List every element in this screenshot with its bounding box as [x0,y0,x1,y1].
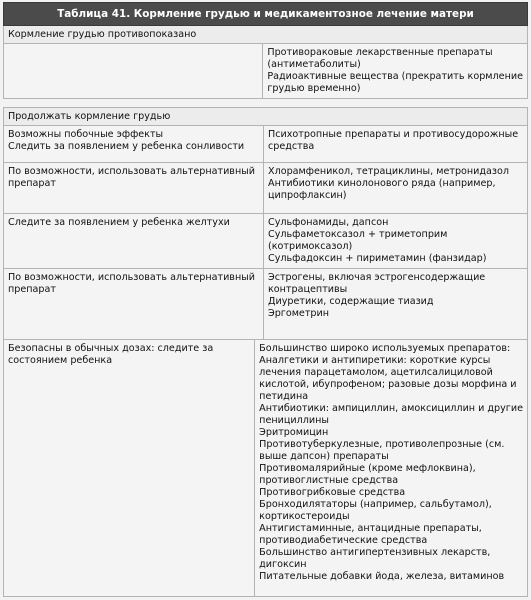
condition-cell [4,269,264,339]
medication-text: Противотуберкулезные, противолепрозные (см. [259,439,505,450]
table-row [3,340,528,597]
medication-text: кортикостероиды [259,511,350,522]
condition-text: По возможности, использовать альтернативный [8,272,256,283]
medication-text: дигоксин [259,559,307,570]
medication-text: Противораковые лекарственные препараты [267,47,493,58]
medication-text: (котримоксазол) [268,241,353,252]
medication-text: лечения парацетамолом, ацетилсалициловой [259,367,493,378]
medication-text: Большинство широко используемых препаратов: [259,343,511,354]
condition-cell [4,44,263,98]
condition-text: Следите за появлением у ребенка желтухи [8,217,230,228]
medication-text: Сульфонамиды, дапсон [268,217,389,228]
medication-cell [255,340,527,596]
medication-cell [264,126,527,162]
condition-cell [4,340,255,596]
medication-text: кислотой, ибупрофеном; разовые дозы морфина и [259,379,517,390]
condition-cell [4,163,264,213]
condition-cell [4,214,264,268]
condition-text: Безопасны в обычных дозах: следите за [8,343,214,354]
condition-text: препарат [8,178,56,189]
table-title: Таблица 41. Кормление грудью и медикаментозное лечение матери [3,2,528,26]
medication-cell [264,214,527,268]
medication-text: Большинство антигипертензивных лекарств, [259,547,491,558]
medication-text: Сульфадоксин + пириметамин (фанзидар) [268,253,487,264]
section-heading: Продолжать кормление грудью [3,107,528,126]
condition-cell [4,126,264,162]
condition-text: состоянием ребенка [8,355,113,366]
medication-text: Противогрибковые средства [259,487,406,498]
medication-text: Радиоактивные вещества (прекратить кормление [267,71,523,82]
table-row [3,126,528,163]
medication-text: Эритромицин [259,427,329,438]
medication-text: Психотропные препараты и противосудорожные [268,129,519,140]
table-body [3,26,528,597]
medication-text: Антибиотики кинолонового ряда (например, [268,178,496,189]
medication-cell [263,44,527,98]
medication-text: (антиметаболиты) [267,59,361,70]
condition-text: Следить за появлением у ребенка сонливости [8,141,245,152]
medication-text: Сульфаметоксазол + триметоприм [268,229,448,240]
medication-text: Аналгетики и антипиретики: короткие курсы [259,355,491,366]
table-row [3,269,528,340]
section-heading: Кормление грудью противопоказано [3,26,528,44]
medication-text: Хлорамфеникол, тетрациклины, метронидазол [268,166,510,177]
medication-text: контрацептивы [268,284,348,295]
medication-text: Эргометрин [268,308,330,319]
table-row [3,44,528,99]
medication-cell [264,269,527,339]
medication-text: выше дапсон) препараты [259,451,389,462]
condition-text: По возможности, использовать альтернативный [8,166,256,177]
medication-text: ципрофлаксин) [268,190,347,201]
medication-text: противодиабетические средства [259,535,428,546]
condition-text: препарат [8,284,56,295]
medication-cell [264,163,527,213]
medication-text: Бронходилятаторы (например, сальбутамол), [259,499,492,510]
table-row [3,214,528,269]
medication-text: петидина [259,391,309,402]
medication-text: Питательные добавки йода, железа, витаминов [259,571,505,582]
medication-text: грудью временно) [267,83,361,94]
condition-text: Возможны побочные эффекты [8,129,164,140]
medication-text: Диуретики, содержащие тиазид [268,296,434,307]
medication-text: Антибиотики: ампициллин, амоксициллин и другие [259,403,523,414]
medication-text: пенициллины [259,415,329,426]
medication-text: Антигистаминные, антацидные препараты, [259,523,482,534]
table-row [3,163,528,214]
medication-text: противоглистные средства [259,475,399,486]
medication-text: Эстрогены, включая эстрогенсодержащие [268,272,486,283]
medication-text: средства [268,141,315,152]
medication-text: Противомалярийные (кроме мефлоквина), [259,463,476,474]
